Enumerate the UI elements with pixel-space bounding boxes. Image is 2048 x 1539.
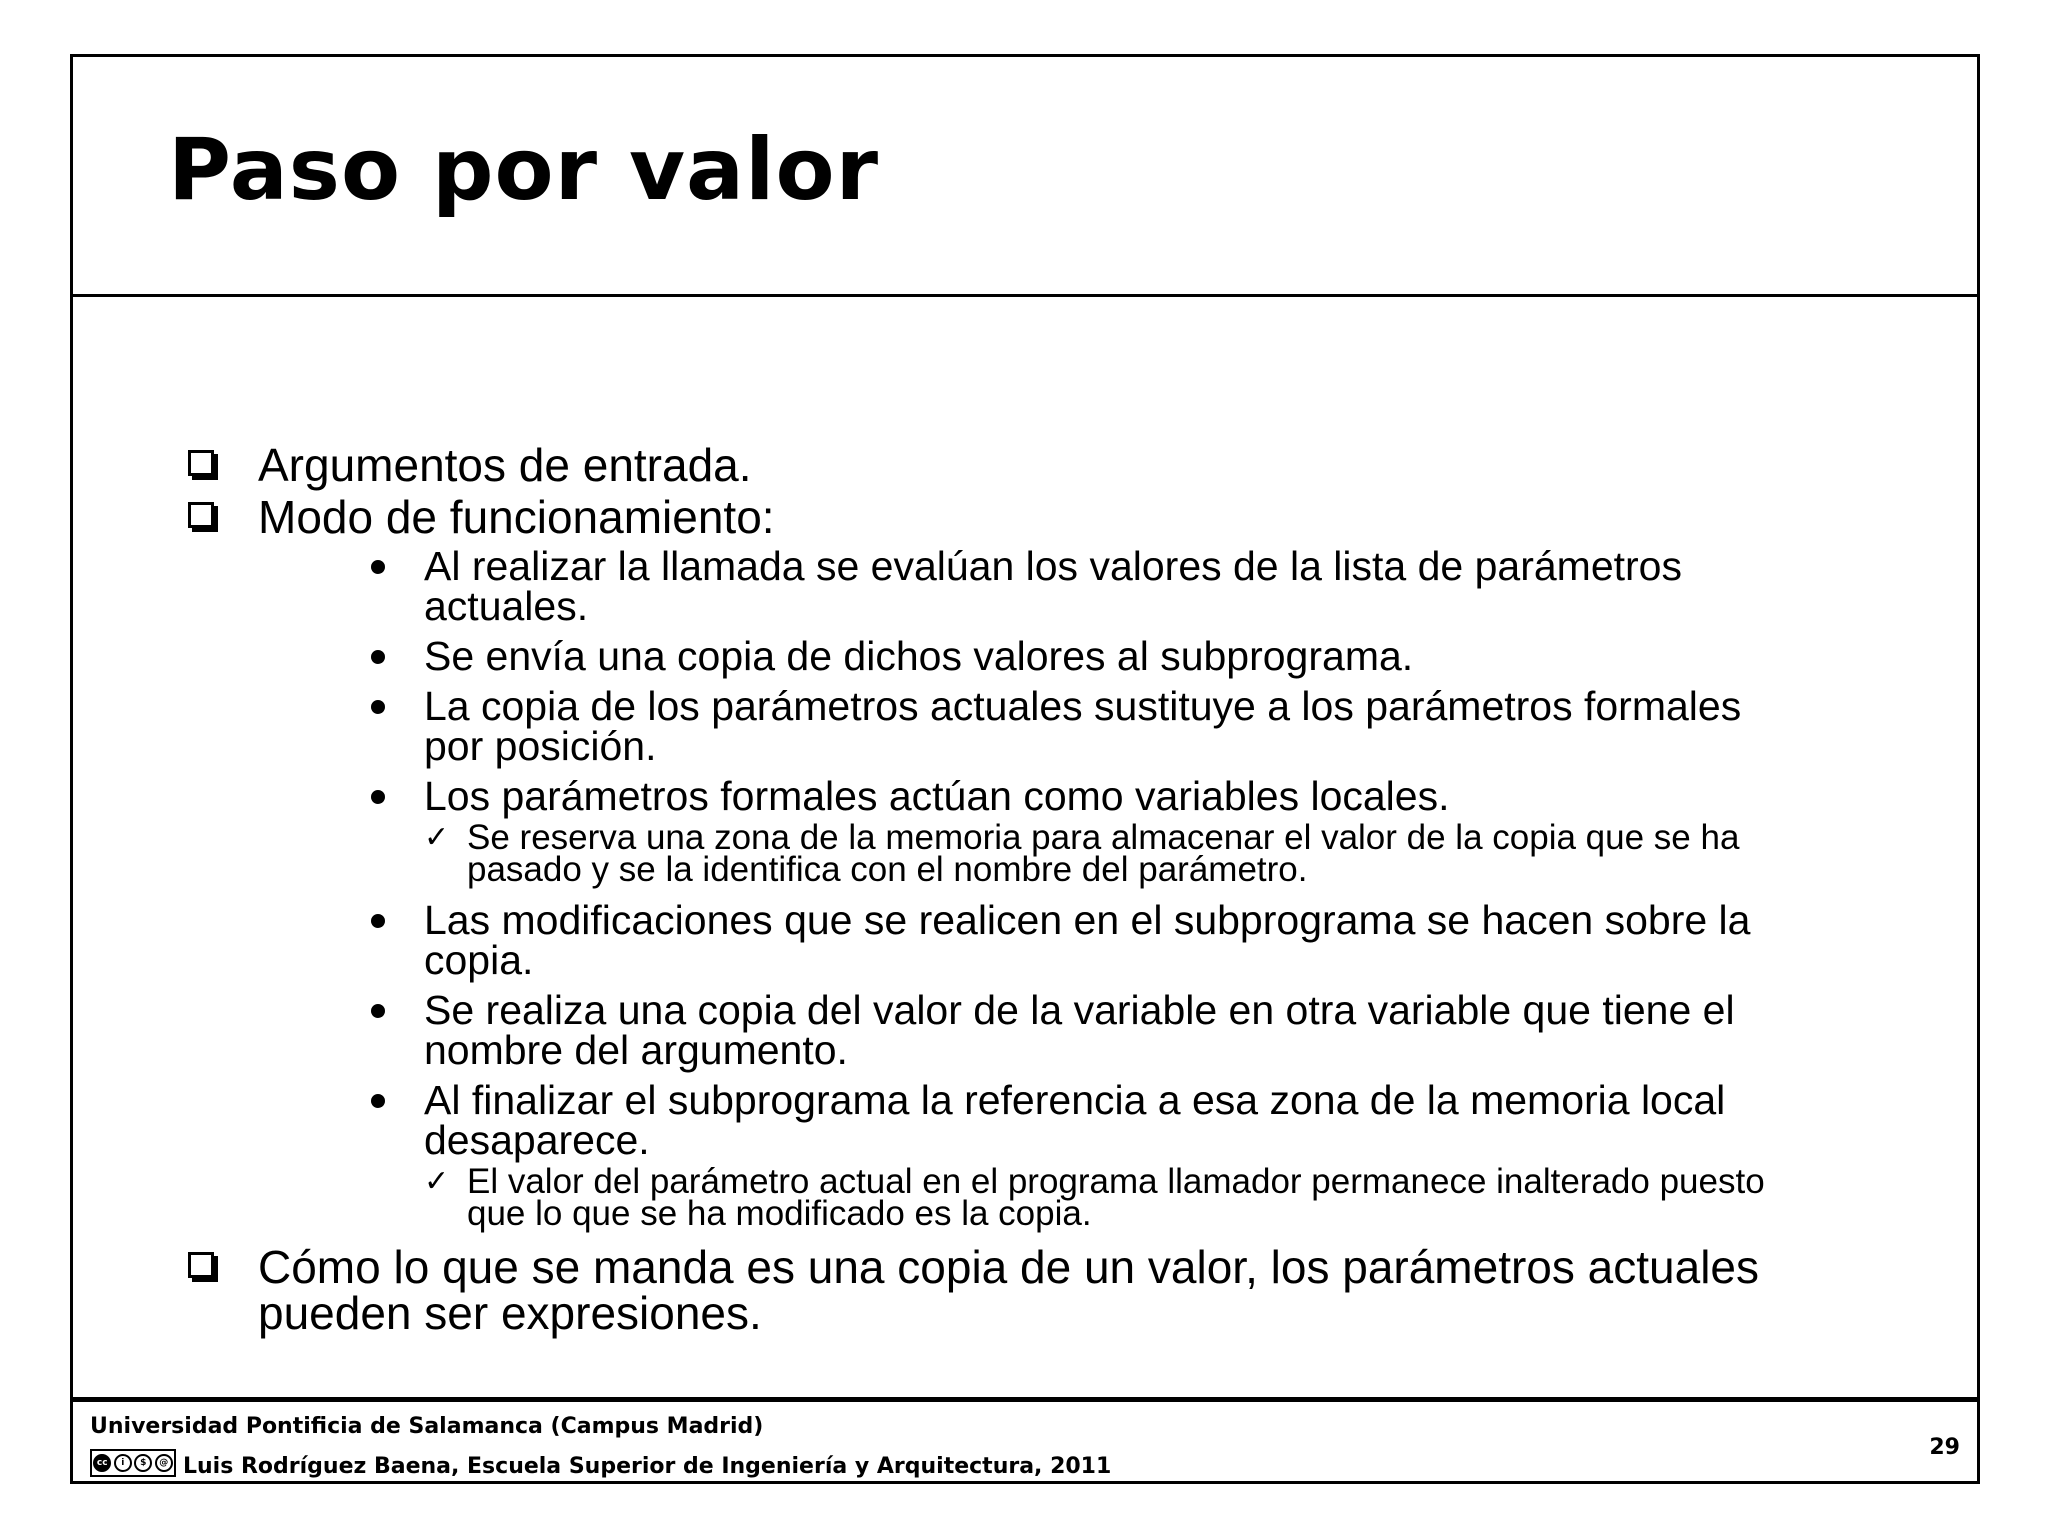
dot-bullet-icon	[371, 560, 385, 574]
slide-frame	[70, 54, 1980, 1484]
sub-sub-bullet-list	[424, 1162, 1797, 1233]
bullet-list	[73, 439, 1977, 1339]
title-area	[73, 57, 1977, 297]
checkbox-bullet-icon	[188, 450, 214, 476]
checkmark-icon: ✓	[424, 820, 450, 855]
bullet-item	[73, 491, 1977, 1233]
bullet-item	[73, 439, 1977, 491]
sub-bullet-item	[341, 683, 1857, 769]
slide-title: Paso por valor	[168, 120, 880, 220]
sub-bullet-item	[341, 1077, 1857, 1233]
sub-bullet-text: Al realizar la llamada se evalúan los valores de la lista de parámetros actuales.	[424, 543, 1682, 629]
sub-sub-bullet-item	[424, 818, 1797, 889]
dot-bullet-icon	[371, 1004, 385, 1018]
sub-bullet-item	[341, 773, 1857, 889]
checkbox-bullet-icon	[188, 502, 214, 528]
slide-footer	[73, 1397, 1977, 1487]
sub-bullet-item	[341, 633, 1857, 679]
dot-bullet-icon	[371, 650, 385, 664]
sub-sub-bullet-list	[424, 818, 1797, 889]
slide-content	[73, 297, 1977, 1447]
sub-bullet-item	[341, 987, 1857, 1073]
sub-bullet-wrapper	[73, 543, 1857, 1233]
cc-icon: cc	[93, 1454, 111, 1472]
bullet-text: Cómo lo que se manda es una copia de un valor, los parámetros actuales pueden ser expresiones.	[258, 1241, 1759, 1339]
bullet-text: Argumentos de entrada.	[258, 439, 752, 491]
page-number: 29	[1929, 1435, 1960, 1460]
creative-commons-icon	[90, 1449, 176, 1477]
sub-bullet-text: Los parámetros formales actúan como variables locales.	[424, 773, 1450, 819]
dot-bullet-icon	[371, 914, 385, 928]
institution-name: Universidad Pontificia de Salamanca (Campus Madrid)	[90, 1414, 764, 1439]
sa-icon: @	[155, 1454, 173, 1472]
sub-sub-bullet-item	[424, 1162, 1797, 1233]
bullet-text: Modo de funcionamiento:	[258, 491, 775, 543]
checkmark-icon: ✓	[424, 1164, 450, 1199]
sub-bullet-list	[341, 543, 1857, 1233]
bullet-item	[73, 1241, 1977, 1339]
dot-bullet-icon	[371, 790, 385, 804]
author-credit: Luis Rodríguez Baena, Escuela Superior de Ingeniería y Arquitectura, 2011	[183, 1454, 1112, 1479]
sub-bullet-item	[341, 543, 1857, 629]
sub-bullet-text: La copia de los parámetros actuales sustituye a los parámetros formales por posición.	[424, 683, 1742, 769]
dot-bullet-icon	[371, 1094, 385, 1108]
dot-bullet-icon	[371, 700, 385, 714]
sub-sub-bullet-text: Se reserva una zona de la memoria para almacenar el valor de la copia que se ha pasado y se la identifica con el nombre del parámetro.	[467, 818, 1740, 889]
sub-sub-bullet-text: El valor del parámetro actual en el programa llamador permanece inalterado puesto que lo que se ha modificado es la copia.	[467, 1162, 1765, 1233]
sub-bullet-text: Se realiza una copia del valor de la variable en otra variable que tiene el nombre del argumento.	[424, 987, 1735, 1073]
by-icon: i	[114, 1454, 132, 1472]
sub-bullet-text: Se envía una copia de dichos valores al subprograma.	[424, 633, 1414, 679]
sub-bullet-item	[341, 897, 1857, 983]
sub-bullet-text: Al finalizar el subprograma la referencia a esa zona de la memoria local desaparece.	[424, 1077, 1726, 1163]
nc-icon: $	[134, 1454, 152, 1472]
checkbox-bullet-icon	[188, 1252, 214, 1278]
sub-bullet-text: Las modificaciones que se realicen en el subprograma se hacen sobre la copia.	[424, 897, 1751, 983]
